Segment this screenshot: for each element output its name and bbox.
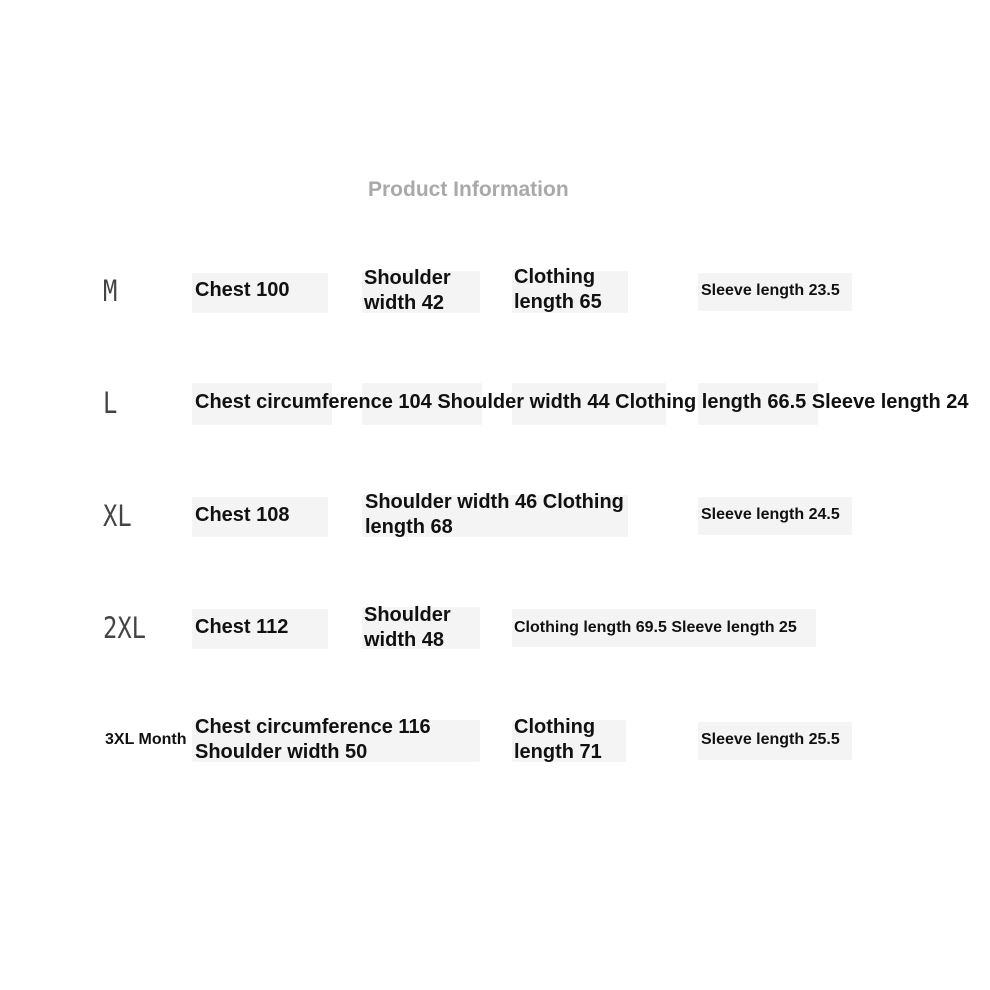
shoulder-value-line2: width 42 [364,292,445,314]
sleeve-length-value: Sleeve length 25.5 [701,731,840,748]
chest-shoulder-line2: Shoulder width 50 [195,741,368,763]
size-label: L [103,386,118,420]
page-title: Product Information [368,178,569,201]
shoulder-value-line1: Shoulder [364,604,451,626]
chest-value: Chest 108 [195,504,290,526]
clothing-length-line1: Clothing [514,266,596,288]
shoulder-value-line1: Shoulder [364,267,451,289]
measurements-value: Chest circumference 104 Shoulder width 44 Clothing length 66.5 Sleeve length 24 [195,391,969,413]
size-label: 3XL Month [105,731,187,748]
size-label: 2XL [103,611,146,645]
size-label: M [103,274,118,308]
clothing-length-line2: length 71 [514,741,602,763]
shoulder-clothing-line2: length 68 [365,516,453,538]
sleeve-length-value: Sleeve length 24.5 [701,506,840,523]
size-label: XL [103,499,132,533]
sleeve-length-value: Sleeve length 23.5 [701,282,840,299]
chest-value: Chest 100 [195,279,290,301]
shoulder-clothing-line1: Shoulder width 46 Clothing [365,491,624,513]
chest-value: Chest 112 [195,616,289,638]
clothing-sleeve-value: Clothing length 69.5 Sleeve length 25 [514,619,797,636]
chest-shoulder-line1: Chest circumference 116 [195,716,431,738]
shoulder-value-line2: width 48 [364,629,445,651]
clothing-length-line1: Clothing [514,716,596,738]
clothing-length-line2: length 65 [514,291,602,313]
